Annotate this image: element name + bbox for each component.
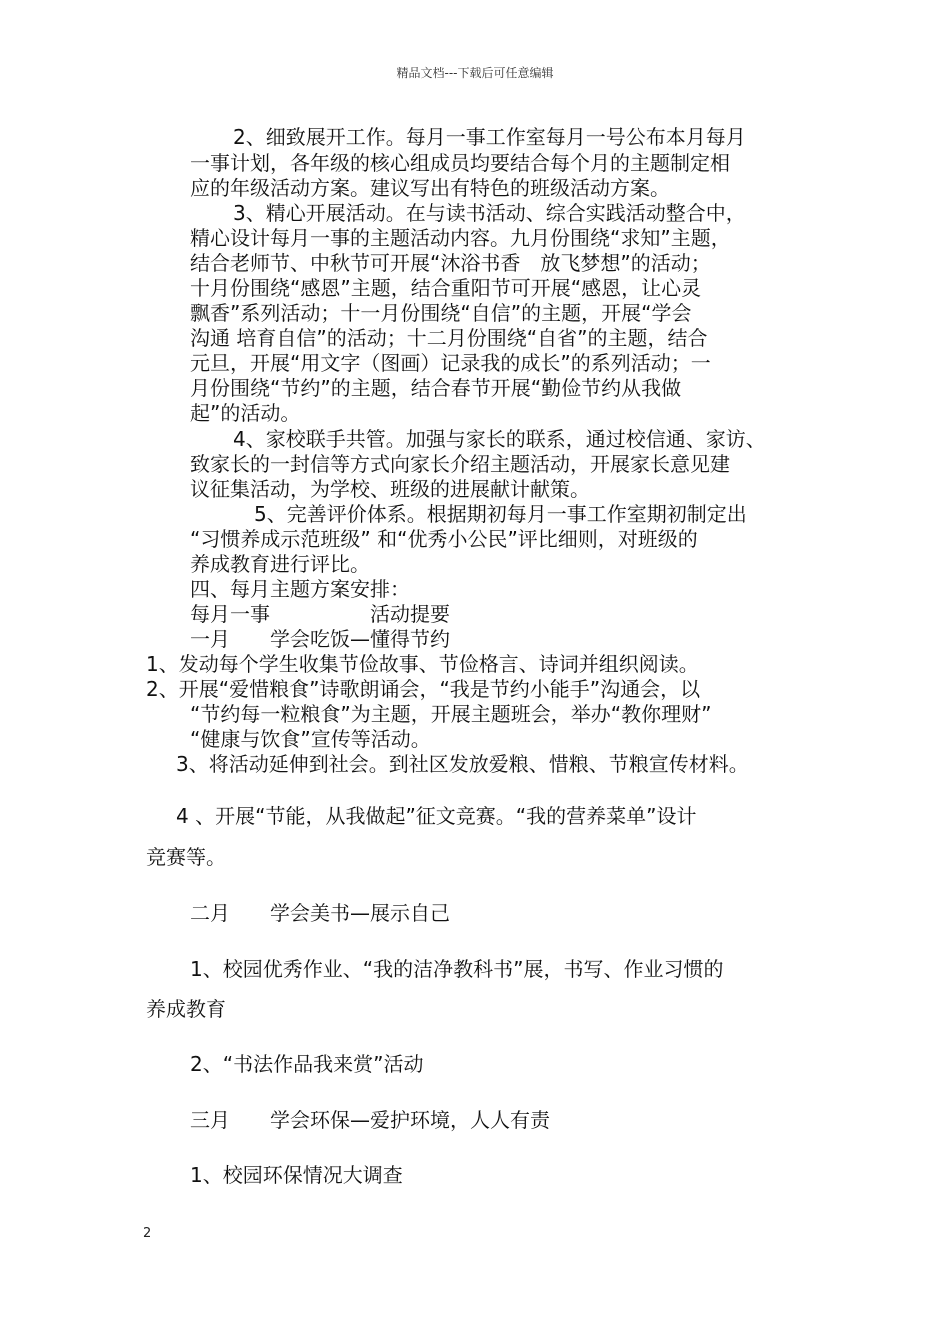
text-line: 2、细致展开工作。每月一事工作室每月一号公布本月每月 bbox=[233, 125, 746, 149]
text-line: 养成教育 bbox=[146, 997, 226, 1021]
month-heading: 三月 学会环保—爱护环境，人人有责 bbox=[190, 1108, 550, 1132]
list-item: 1、发动每个学生收集节俭故事、节俭格言、诗词并组织阅读。 bbox=[146, 652, 699, 676]
text-line: “节约每一粒粮食”为主题，开展主题班会，举办“教你理财” bbox=[190, 702, 712, 726]
text-line: “健康与饮食”宣传等活动。 bbox=[190, 727, 431, 751]
text-line: 一事计划，各年级的核心组成员均要结合每个月的主题制定相 bbox=[190, 151, 730, 175]
text-line: 4、家校联手共管。加强与家长的联系，通过校信通、家访、 bbox=[233, 427, 766, 451]
text-line: 月份围绕“节约”的主题，结合春节开展“勤俭节约从我做 bbox=[190, 376, 682, 400]
month-heading: 一月 学会吃饭—懂得节约 bbox=[190, 627, 450, 651]
list-item: 2、开展“爱惜粮食”诗歌朗诵会，“我是节约小能手”沟通会，以 bbox=[146, 677, 701, 701]
text-line: 议征集活动，为学校、班级的进展献计献策。 bbox=[190, 477, 590, 501]
text-line: 5、完善评价体系。根据期初每月一事工作室期初制定出 bbox=[254, 502, 747, 526]
table-header: 每月一事 活动提要 bbox=[190, 602, 450, 626]
text-line: 养成教育进行评比。 bbox=[190, 552, 370, 576]
text-line: 竞赛等。 bbox=[146, 845, 226, 869]
list-item: 1、校园优秀作业、“我的洁净教科书”展，书写、作业习惯的 bbox=[190, 957, 724, 981]
list-item: 1、校园环保情况大调查 bbox=[190, 1163, 403, 1187]
text-line: 结合老师节、中秋节可开展“沐浴书香 放飞梦想”的活动； bbox=[190, 251, 711, 275]
text-line: 十月份围绕“感恩”主题，结合重阳节可开展“感恩，让心灵 bbox=[190, 276, 702, 300]
text-line: 沟通 培育自信”的活动；十二月份围绕“自省”的主题，结合 bbox=[190, 326, 708, 350]
text-line: 精心设计每月一事的主题活动内容。九月份围绕“求知”主题， bbox=[190, 226, 731, 250]
text-line: 飘香”系列活动；十一月份围绕“自信”的主题，开展“学会 bbox=[190, 301, 692, 325]
text-line: 应的年级活动方案。建议写出有特色的班级活动方案。 bbox=[190, 176, 670, 200]
list-item: 2、“书法作品我来赏”活动 bbox=[190, 1052, 424, 1076]
month-heading: 二月 学会美书—展示自己 bbox=[190, 901, 450, 925]
section-heading: 四、每月主题方案安排： bbox=[190, 577, 410, 601]
page-number: 2 bbox=[143, 1226, 152, 1241]
text-line: “习惯养成示范班级” 和“优秀小公民”评比细则，对班级的 bbox=[190, 527, 698, 551]
text-line: 致家长的一封信等方式向家长介绍主题活动，开展家长意见建 bbox=[190, 452, 730, 476]
text-line: 元旦，开展“用文字（图画）记录我的成长”的系列活动；一 bbox=[190, 351, 711, 375]
page-header: 精品文档---下载后可任意编辑 bbox=[396, 66, 554, 80]
list-item: 4 、开展“节能，从我做起”征文竞赛。“我的营养菜单”设计 bbox=[176, 804, 697, 828]
text-line: 起”的活动。 bbox=[190, 401, 301, 425]
text-line: 3、精心开展活动。在与读书活动、综合实践活动整合中， bbox=[233, 201, 746, 225]
list-item: 3、将活动延伸到社会。到社区发放爱粮、惜粮、节粮宣传材料。 bbox=[176, 752, 749, 776]
